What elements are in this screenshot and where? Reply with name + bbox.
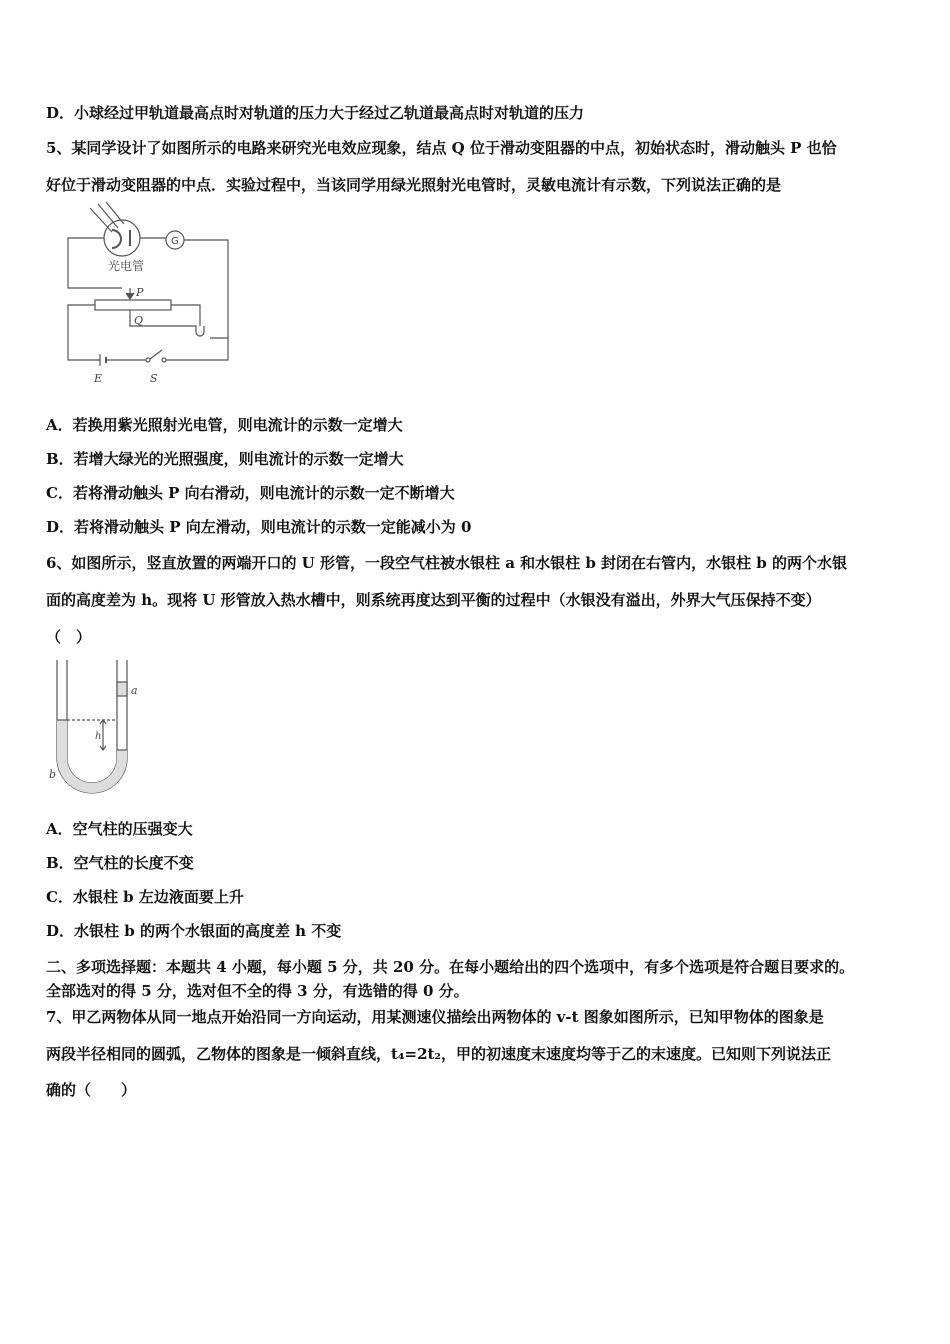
section2-line1: 二、多项选择题：本题共 4 小题，每小题 5 分，共 20 分。在每小题给出的四个选项中，有多个选项是符合题目要求的。 <box>46 958 855 976</box>
q6-stem-line3: （ ） <box>46 628 92 646</box>
rheostat <box>95 300 171 310</box>
node-label: Q <box>134 314 144 327</box>
q6-stem-line2: 面的高度差为 h。现将 U 形管放入热水槽中，则系统再度达到平衡的过程中（水银没有溢出，外界大气压保持不变） <box>46 591 821 609</box>
light-ray <box>106 202 124 224</box>
q5-option-d: D．若将滑动触头 P 向左滑动，则电流计的示数一定能减小为 0 <box>46 518 472 536</box>
switch-icon <box>146 358 150 362</box>
light-ray <box>90 208 112 232</box>
q7-stem-line1: 7、甲乙两物体从同一地点开始沿同一方向运动，用某测速仪描绘出两物体的 v-t 图象如图所示，已知甲物体的图象是 <box>46 1008 824 1026</box>
label-h: h <box>95 731 102 742</box>
q5-option-b: B．若增大绿光的光照强度，则电流计的示数一定增大 <box>46 450 404 468</box>
light-ray <box>98 204 118 228</box>
galvanometer-label: G <box>171 236 179 247</box>
q6-option-b: B．空气柱的长度不变 <box>46 854 194 872</box>
q6-option-d: D．水银柱 b 的两个水银面的高度差 h 不变 <box>46 922 342 940</box>
switch-label: S <box>150 372 158 385</box>
label-b: b <box>49 768 57 781</box>
q5-stem-line2: 好位于滑动变阻器的中点．实验过程中，当该同学用绿光照射光电管时，灵敏电流计有示数，下列说法正确的是 <box>46 176 782 194</box>
q7-stem-line2: 两段半径相同的圆弧，乙物体的图象是一倾斜直线，t₄=2t₂，甲的初速度末速度均等于乙的末速度。已知则下列说法正 <box>46 1045 832 1063</box>
q6-option-a: A．空气柱的压强变大 <box>46 820 193 838</box>
q5-stem-line1: 5、某同学设计了如图所示的电路来研究光电效应现象，结点 Q 位于滑动变阻器的中点，初始状态时，滑动触头 P 也恰 <box>46 139 837 157</box>
slider-label: P <box>136 286 144 299</box>
phototube <box>104 220 140 256</box>
label-a: a <box>131 684 138 697</box>
battery-label: E <box>94 372 103 385</box>
q6-u-tube-figure <box>45 658 155 798</box>
q4-option-d: D．小球经过甲轨道最高点时对轨道的压力大于经过乙轨道最高点时对轨道的压力 <box>46 104 585 122</box>
q5-circuit-figure <box>60 200 240 390</box>
q7-stem-line3: 确的（ ） <box>46 1081 137 1099</box>
phototube-label: 光电管 <box>108 259 145 273</box>
q5-option-a: A．若换用紫光照射光电管，则电流计的示数一定增大 <box>46 416 403 434</box>
mercury-a <box>117 682 127 696</box>
q5-option-c: C．若将滑动触头 P 向右滑动，则电流计的示数一定不断增大 <box>46 484 455 502</box>
q6-option-c: C．水银柱 b 左边液面要上升 <box>46 888 244 906</box>
section2-line2: 全部选对的得 5 分，选对但不全的得 3 分，有选错的得 0 分。 <box>46 982 469 1000</box>
q6-stem-line1: 6、如图所示，竖直放置的两端开口的 U 形管，一段空气柱被水银柱 a 和水银柱 b 封闭在右管内，水银柱 b 的两个水银 <box>46 554 847 572</box>
